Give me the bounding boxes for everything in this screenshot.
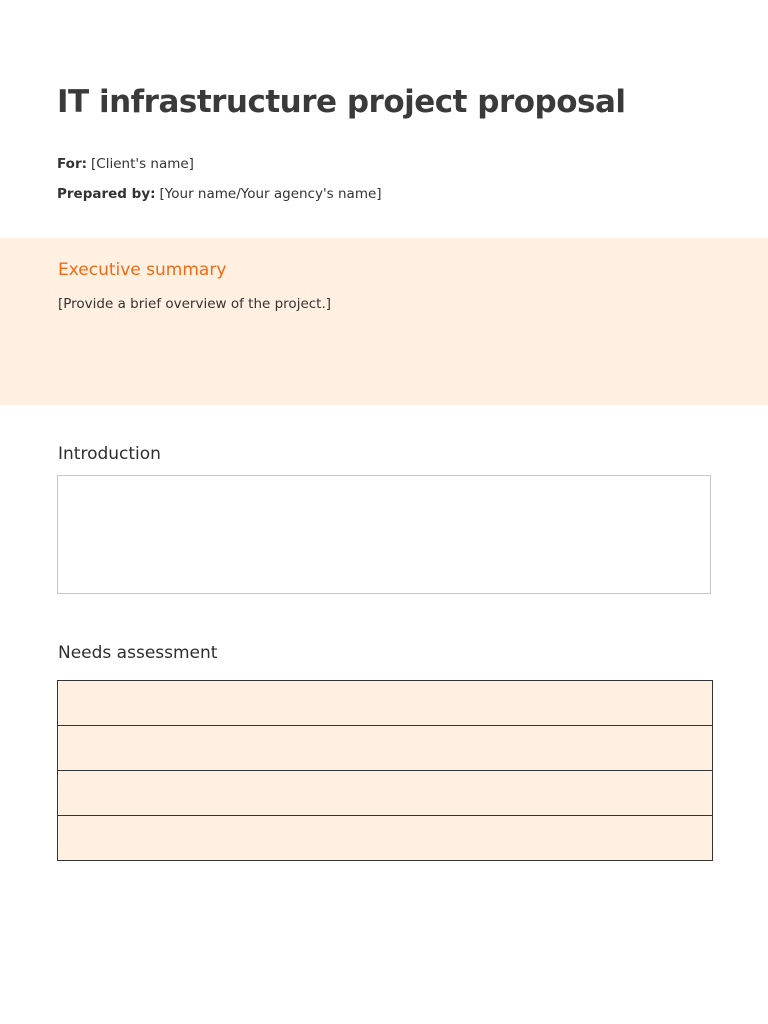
client-name-placeholder: [Client's name] — [91, 156, 194, 172]
prepared-by-line — [57, 186, 382, 202]
table-row — [58, 816, 713, 861]
table-row — [58, 681, 713, 726]
introduction-heading: Introduction — [58, 444, 161, 464]
needs-assessment-cell[interactable] — [58, 816, 713, 861]
executive-summary-section — [0, 238, 768, 405]
table-row — [58, 771, 713, 816]
needs-assessment-table — [57, 680, 713, 861]
needs-assessment-cell[interactable] — [58, 771, 713, 816]
document-title: IT infrastructure project proposal — [57, 84, 626, 120]
executive-summary-heading: Executive summary — [58, 260, 227, 280]
needs-assessment-heading: Needs assessment — [58, 643, 218, 663]
client-line — [57, 156, 194, 172]
prepared-by-label: Prepared by: — [57, 186, 156, 202]
executive-summary-text: [Provide a brief overview of the project.] — [58, 296, 332, 312]
introduction-text-box[interactable] — [57, 475, 711, 594]
preparer-name-placeholder: [Your name/Your agency's name] — [159, 186, 382, 202]
for-label: For: — [57, 156, 88, 172]
needs-assessment-cell[interactable] — [58, 681, 713, 726]
needs-assessment-cell[interactable] — [58, 726, 713, 771]
table-row — [58, 726, 713, 771]
